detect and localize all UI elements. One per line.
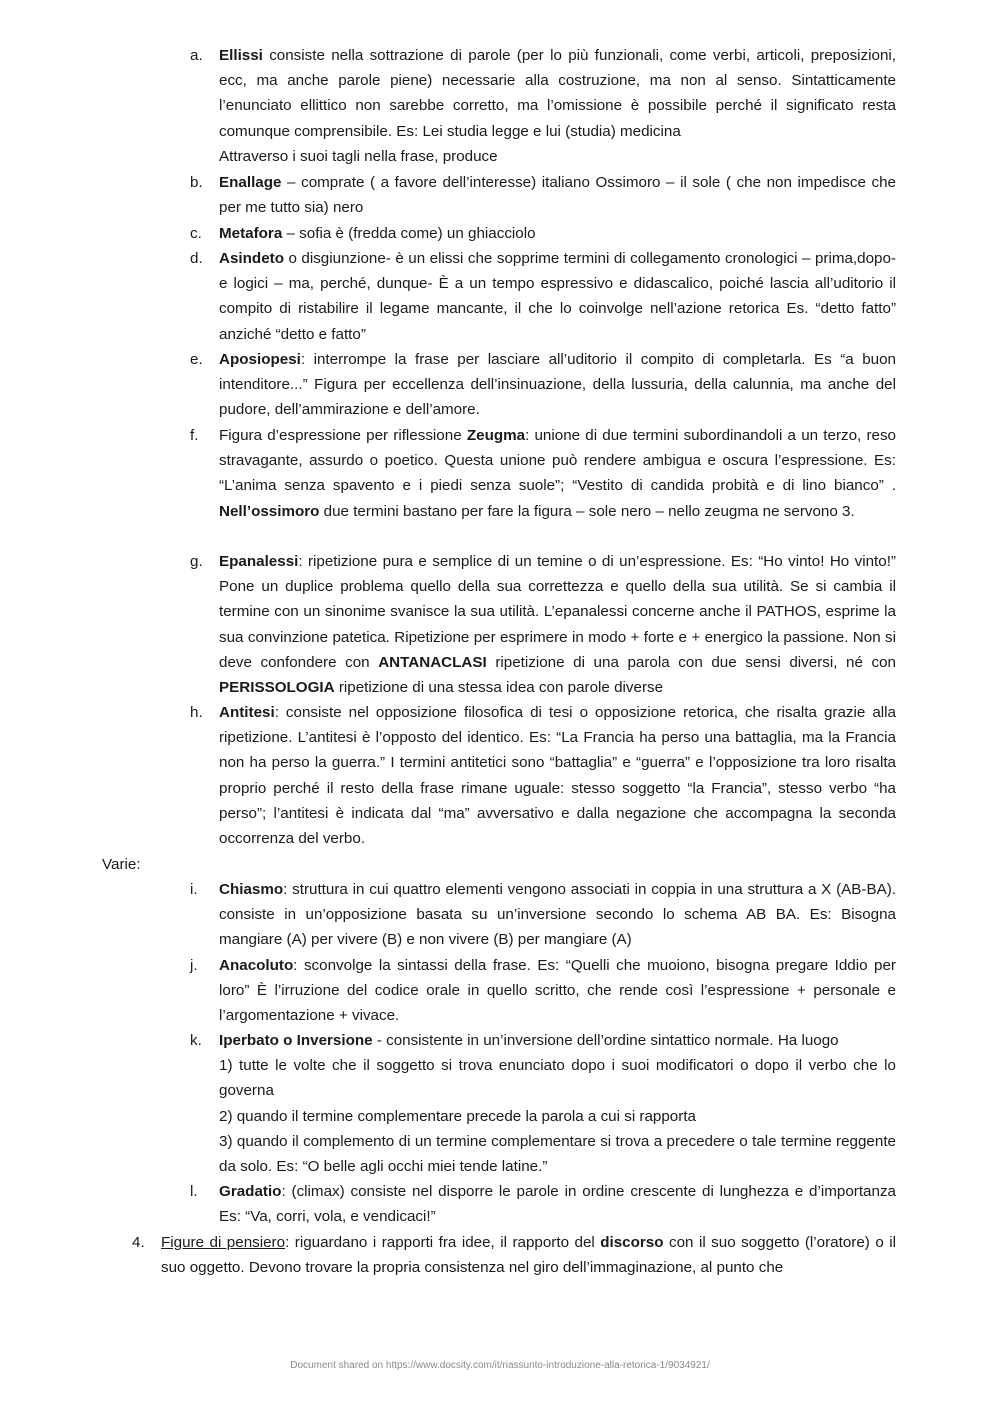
list-item-antitesi: h. Antitesi: consiste nel opposizione filosofica di tesi o opposizione retorica, che risalta grazie alla ripetizione. L’antitesi è l’opposto del identico. Es: “La Francia ha perso una battaglia, ma la Francia non ha perso la guerra.” I termini antitetici sono “battaglia” e “guerra” e l’opposizione tra loro risalta proprio perché il resto della frase rimane uguale: stesso soggetto “la Francia”, stesso verbo “ha perso”; l’antitesi è indicata dal “ma” avversativo e dalla negazione che accompagna la seconda occorrenza del verbo. xyxy=(190,700,896,851)
term: Nell’ossimoro xyxy=(219,502,320,520)
list-marker: k. xyxy=(190,1032,202,1049)
list-item-chiasmo: i. Chiasmo: struttura in cui quattro elementi vengono associati in coppia in una struttura a X (AB-BA). consiste in un’opposizione basata su un’inversione secondo lo schema AB BA. Es: Bisogna mangiare (A) per vivere (B) e non vivere (B) per mangiare (A) xyxy=(190,877,896,953)
term: Iperbato o Inversione xyxy=(219,1032,373,1049)
term: Anacoluto xyxy=(219,957,294,974)
list-marker: j. xyxy=(190,957,198,974)
varie-label: Varie: xyxy=(102,856,141,873)
term: PERISSOLOGIA xyxy=(219,679,335,697)
list-marker: d. xyxy=(190,250,203,267)
term: Epanalessi xyxy=(219,553,299,570)
list-marker: i. xyxy=(190,881,198,898)
list-marker: g. xyxy=(190,553,203,570)
term: ANTANACLASI xyxy=(378,653,487,671)
list-marker: e. xyxy=(190,351,203,368)
list-marker: f. xyxy=(190,427,199,444)
section-figure-di-pensiero: 4. Figure di pensiero: riguardano i rapporti fra idee, il rapporto del discorso con il suo soggetto (l’oratore) o il suo oggetto. Devono trovare la propria consistenza nel giro dell’immaginazione, al punto che xyxy=(132,1230,896,1280)
list-item-asindeto: d. Asindeto o disgiunzione- è un elissi che sopprime termini di collegamento cronologici – prima,dopo- e logici – ma, perché, dunque- È a un tempo espressivo e didascalico, poiché lascia all’uditorio il compito di ristabilire il legame mancante, il che lo coinvolge nell’azione retorica Es. “detto fatto” anziché “detto e fatto” xyxy=(190,246,896,347)
term: discorso xyxy=(600,1234,664,1251)
term: Asindeto xyxy=(219,250,284,267)
list-item-anacoluto: j. Anacoluto: sconvolge la sintassi della frase. Es: “Quelli che muoiono, bisogna pregare Iddio per loro” È l’irruzione del codice orale in quello scritto, che rende così l’espressione + personale e l’argomentazione + vivace. xyxy=(190,953,896,1029)
list-item-zeugma: f. Figura d’espressione per riflessione Zeugma: unione di due termini subordinandoli a un terzo, reso stravagante, assurdo o poetico. Questa unione può rendere ambigua e oscura l’espressione. Es: “L’anima senza spavento e i piedi senza suole”; “Vestito di candida probità e di lino bianco” . Nell’ossimoro due termini bastano per fare la figura – sole nero – nello zeugma ne servono 3. xyxy=(190,423,896,524)
term: Antitesi xyxy=(219,704,275,721)
term: Zeugma xyxy=(466,427,526,444)
list-item-aposiopesi: e. Aposiopesi: interrompe la frase per lasciare all’uditorio il compito di completarla. Es “a buon intenditore...” Figura per eccellenza dell’insinuazione, della lussuria, della calunnia, ma anche del pudore, dell’ammirazione e dell’amore. xyxy=(190,347,896,423)
section-title: Figure di pensiero xyxy=(161,1234,286,1251)
list-marker: l. xyxy=(190,1183,198,1200)
list-item-metafora: c. Metafora – sofia è (fredda come) un ghiacciolo xyxy=(190,221,896,246)
list-item-enallage: b. Enallage – comprate ( a favore dell’interesse) italiano Ossimoro – il sole ( che non impedisce che per me tutto sia) nero xyxy=(190,170,896,220)
list-marker: b. xyxy=(190,174,203,191)
term: Enallage xyxy=(219,174,282,191)
term: Gradatio xyxy=(219,1183,282,1200)
list-item-ellissi: a. Ellissi consiste nella sottrazione di parole (per lo più funzionali, come verbi, articoli, preposizioni, ecc, ma anche parole piene) necessarie alla costruzione, ma non al senso. Sintatticamente l’enunciato ellittico non sarebbe corretto, ma l’omissione è possibile perché il significato resta comunque comprensibile. Es: Lei studia legge e lui (studia) medicina Attraverso i suoi tagli nella frase, produce xyxy=(190,43,896,169)
list-marker: c. xyxy=(190,225,202,242)
term: Aposiopesi xyxy=(219,351,301,368)
list-marker: 4. xyxy=(132,1234,145,1251)
list-marker: h. xyxy=(190,704,203,721)
list-marker: a. xyxy=(190,47,203,64)
term: Ellissi xyxy=(219,47,263,64)
term: Chiasmo xyxy=(219,881,284,898)
list-item-gradatio: l. Gradatio: (climax) consiste nel disporre le parole in ordine crescente di lunghezza e d’importanza Es: “Va, corri, vola, e vendicaci!” xyxy=(190,1179,896,1229)
list-item-iperbato: k. Iperbato o Inversione - consistente in un’inversione dell’ordine sintattico normale. Ha luogo 1) tutte le volte che il soggetto si trova enunciato dopo i suoi modificatori o dopo il verbo che lo governa 2) quando il termine complementare precede la parola a cui si rapporta 3) quando il complemento di un termine complementare si trova a precedere o tale termine reggente da solo. Es: “O belle agli occhi miei tende latine.” xyxy=(190,1028,896,1179)
term: Metafora xyxy=(219,225,283,242)
footer-source: Document shared on https://www.docsity.com/it/riassunto-introduzione-alla-retorica-1/9034921/ xyxy=(290,1360,710,1371)
list-item-epanalessi: g. Epanalessi: ripetizione pura e semplice di un temine o di un’espressione. Es: “Ho vinto! Ho vinto!” Pone un duplice problema quello della sua correttezza e quello della sua utilità. Se si cambia il termine con un sinonime svanisce la sua utilità. L’epanalessi concerne anche il PATHOS, esprime la sua convinzione patetica. Ripetizione per esprimere in modo + forte e + energico la passione. Non si deve confondere con ANTANACLASI ripetizione di una parola con due sensi diversi, né con PERISSOLOGIA ripetizione di una stessa idea con parole diverse xyxy=(190,549,896,700)
